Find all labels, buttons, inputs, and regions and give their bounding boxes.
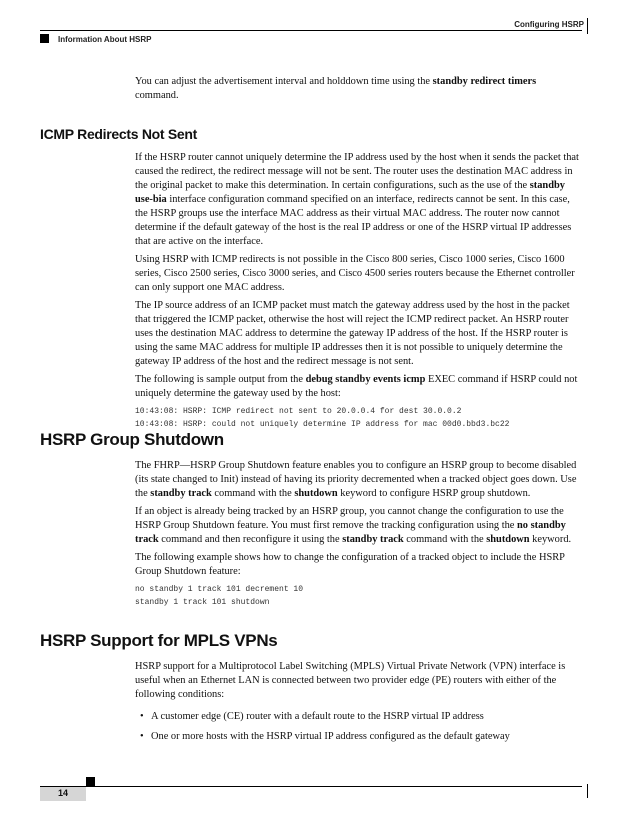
code-line: standby 1 track 101 shutdown	[135, 598, 270, 607]
cmd-standby-track: standby track	[342, 534, 404, 545]
footer-square	[86, 777, 95, 786]
cmd-no-standby-track: no standby track	[135, 520, 566, 545]
footer-bar	[587, 784, 589, 798]
icmp-section-body	[135, 151, 582, 431]
icmp-paragraph-1: If the HSRP router cannot uniquely determine the IP address used by the host when it sends the packet that caused the redirect, the redirect message will not be sent. The router uses the destination MAC address in the original packet to make this determination. In certain configurations, such as the use of the standby use-bia interface configuration command specified on an interface, redirects cannot be sent. In this case, the HSRP groups use the interface MAC address as their virtual MAC address. The router now cannot determine if the default gateway of the host is the real IP address or one of the HSRP virtual IP addresses that are active on the interface.	[135, 152, 579, 247]
header-square	[40, 34, 49, 43]
code-line: no standby 1 track 101 decrement 10	[135, 585, 304, 594]
icmp-paragraph-2: Using HSRP with ICMP redirects is not possible in the Cisco 800 series, Cisco 1000 series, Cisco 1600 series, Cisco 2500 series, Cisco 3000 series, and Cisco 4500 series routers because the Ethernet controller can only support one MAC address.	[135, 254, 575, 293]
code-line: 10:43:08: HSRP: could not uniquely determine IP address for mac 00d0.bbd3.bc22	[135, 420, 510, 429]
list-item: • A customer edge (CE) router with a default route to the HSRP virtual IP address	[135, 710, 582, 724]
shutdown-paragraph-1: The FHRP—HSRP Group Shutdown feature enables you to configure an HSRP group to become disabled (its state changed to Init) instead of having its priority decremented when a tracked object goes down. Use the standby track command with the shutdown keyword to configure HSRP group shutdown.	[135, 460, 577, 499]
cmd-debug-standby-events-icmp: debug standby events icmp	[305, 374, 426, 385]
shutdown-paragraph-2: If an object is already being tracked by an HSRP group, you cannot change the configuration to use the HSRP Group Shutdown feature. You must first remove the tracking configuration using the no standby track command and then reconfigure it using the standby track command with the shutdown keyword.	[135, 506, 572, 545]
heading-icmp-redirects: ICMP Redirects Not Sent	[40, 126, 197, 142]
chapter-title: Configuring HSRP	[514, 20, 584, 29]
section-title: Information About HSRP	[58, 35, 152, 44]
cmd-standby-redirect-timers: standby redirect timers	[432, 76, 537, 87]
mpls-conditions-list	[135, 710, 582, 744]
intro-paragraph: You can adjust the advertisement interval and holddown time using the standby redirect timers command.	[135, 76, 537, 101]
mpls-section-body	[135, 660, 582, 750]
list-item: • One or more hosts with the HSRP virtual IP address configured as the default gateway	[135, 730, 582, 744]
shutdown-paragraph-3: The following example shows how to change the configuration of a tracked object to include the HSRP Group Shutdown feature:	[135, 552, 565, 577]
heading-hsrp-group-shutdown: HSRP Group Shutdown	[40, 430, 224, 449]
cmd-standby-use-bia: standby use-bia	[135, 180, 565, 205]
cmd-standby-track: standby track	[150, 488, 212, 499]
mpls-paragraph-1: HSRP support for a Multiprotocol Label Switching (MPLS) Virtual Private Network (VPN) interface is useful when an Ethernet LAN is connected between two provider edge (PE) routers with either of the following conditions:	[135, 661, 566, 700]
code-line: 10:43:08: HSRP: ICMP redirect not sent to 20.0.0.4 for dest 30.0.0.2	[135, 407, 462, 416]
header-rule	[40, 30, 582, 31]
icmp-code-sample	[135, 405, 582, 431]
shutdown-code-sample	[135, 583, 582, 609]
kw-shutdown: shutdown	[294, 488, 338, 499]
shutdown-section-body	[135, 459, 582, 609]
header-bar	[587, 18, 589, 34]
intro-block	[135, 75, 582, 107]
icmp-paragraph-3: The IP source address of an ICMP packet must match the gateway address used by the host in the packet that triggered the ICMP packet, otherwise the host will reject the ICMP redirect packet. An HSRP router uses the destination MAC address to determine the gateway IP address of the host. If the HSRP router is using the same MAC address for multiple IP addresses then it is not possible to uniquely determine the gateway IP address of the host and the redirect message is not sent.	[135, 300, 570, 367]
icmp-paragraph-4: The following is sample output from the debug standby events icmp EXEC command if HSRP could not uniquely determine the gateway used by the host:	[135, 374, 578, 399]
page-number: 14	[58, 788, 69, 798]
heading-hsrp-mpls-vpns: HSRP Support for MPLS VPNs	[40, 631, 278, 650]
kw-shutdown: shutdown	[486, 534, 530, 545]
footer-rule	[40, 786, 582, 787]
